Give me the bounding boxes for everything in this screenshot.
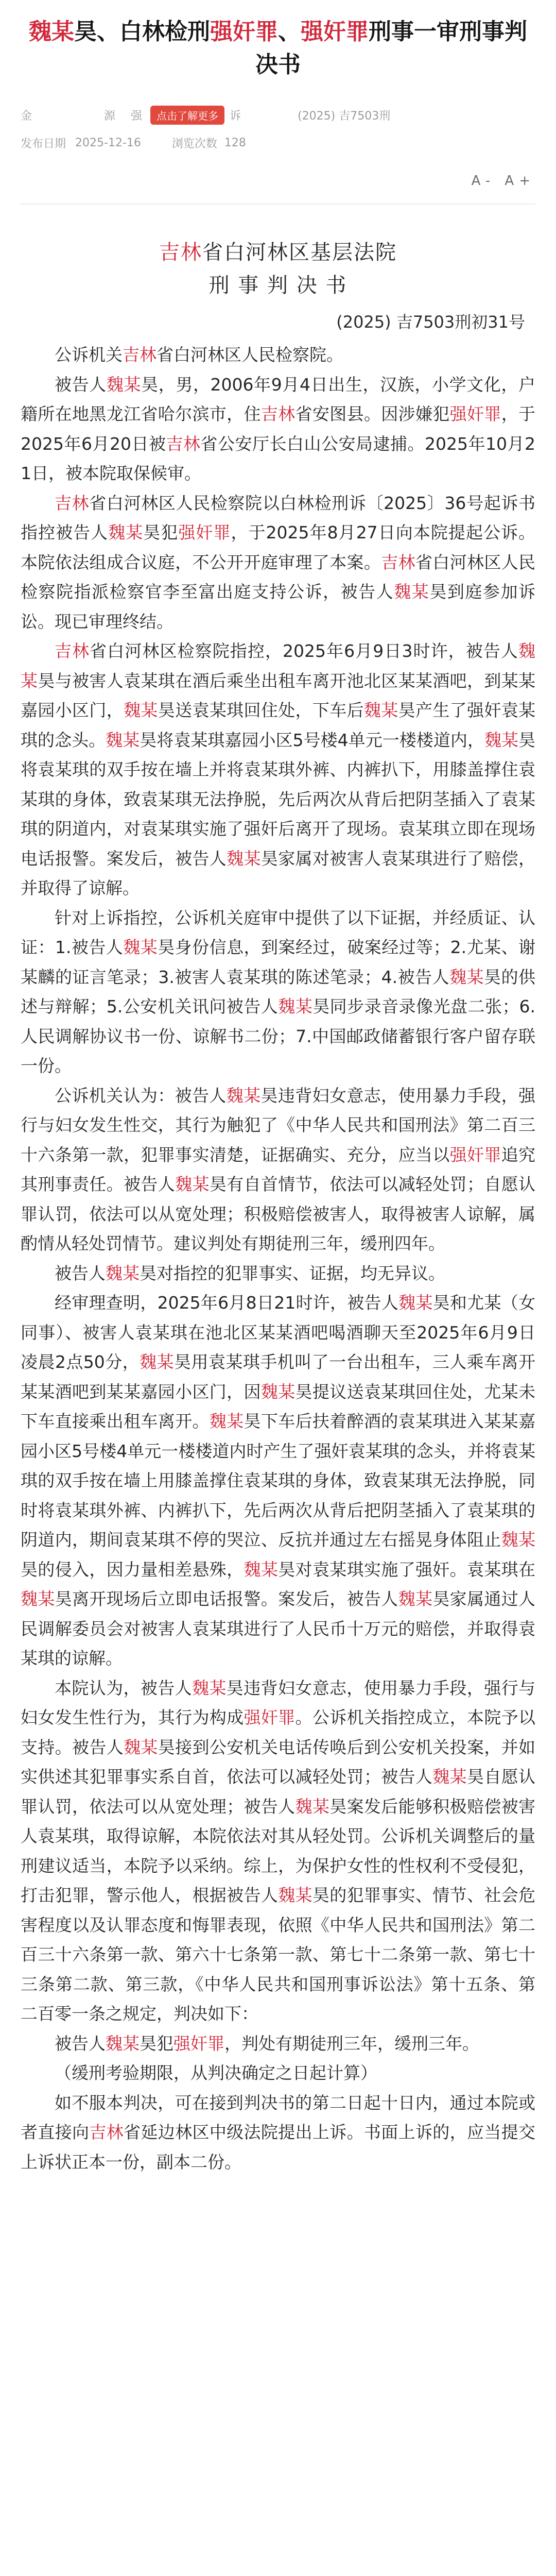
- title-name: 魏某: [29, 19, 74, 45]
- highlight-term: 魏某: [244, 1559, 279, 1580]
- highlight-term: 强奸罪: [449, 404, 501, 424]
- meta-brand-tag: 诉: [230, 110, 241, 123]
- title-charge: 强奸罪: [301, 19, 369, 45]
- page-title: [21, 15, 535, 81]
- paragraph-prosecutor: 公诉机关吉林省白河林区人民检察院。: [55, 345, 343, 365]
- meta-source-label: 源: [104, 110, 116, 123]
- highlight-term: 魏某: [260, 1381, 296, 1402]
- paragraph-appeal: 如不服本判决，可在接到判决书的第二日起十日内，通过本院或者直接向吉林省延边林区中级法院提出上诉。书面上诉的，应当提交上诉状正本一份，副本二份。: [21, 2092, 536, 2172]
- highlight-term: 魏某: [123, 937, 158, 957]
- meta-brand: 强: [131, 110, 143, 123]
- case-number: (2025) 吉7503刑初31号: [336, 312, 525, 332]
- highlight-term: 魏某: [140, 1352, 175, 1372]
- highlight-term: 魏某: [398, 1589, 433, 1609]
- highlight-term: 魏某: [278, 996, 313, 1016]
- highlight-term: 魏某: [192, 1677, 227, 1698]
- highlight-term: 魏某: [226, 1085, 261, 1106]
- highlight-term: 魏某: [106, 1263, 140, 1283]
- court-name-hl: 吉林: [159, 241, 202, 264]
- views-count: 128: [224, 137, 246, 149]
- highlight-term: 吉林: [166, 433, 201, 454]
- highlight-term: 魏某: [124, 700, 158, 720]
- highlight-term: 强奸罪: [178, 522, 231, 543]
- views-label: 浏览次数: [171, 138, 217, 150]
- highlight-term: 魏某: [295, 1796, 330, 1817]
- highlight-term: 魏某: [394, 582, 430, 602]
- title-part: 、: [278, 19, 301, 45]
- highlight-term: 魏某: [432, 1767, 467, 1787]
- paragraph-charge: 吉林省白河林区检察院指控，2025年6月9日3时许，被告人魏某昊与被害人袁某琪在酒后乘坐出租车离开池北区某某酒吧，到某某嘉园小区门，魏某昊送袁某琪回住处，下车后魏某昊产生了强奸袁某琪的念头。魏某昊将袁某琪嘉园小区5号楼4单元一楼楼道内，魏某昊将袁某琪的双手按在墙上并将袁某琪外裤、内裤扒下，用膝盖撑住袁某琪的身体，致袁某琪无法挣脱，先后两次从背后把阴茎插入了袁某琪的阴道内，对袁某琪实施了强奸后离开了现场。袁某琪立即在现场电话报警。案发后，被告人魏某昊家属对被害人袁某琪进行了赔偿，并取得了谅解。: [21, 641, 536, 898]
- title-charge: 强奸罪: [210, 19, 278, 45]
- paragraph-facts: 经审理查明，2025年6月8日21时许，被告人魏某昊和尤某（女同事）、被害人袁某琪在池北区某某酒吧喝酒聊天至2025年6月9日凌晨2点50分，魏某昊用袁某琪手机叫了一台出租车，三人乘车离开某某酒吧到某某嘉园小区门，因魏某昊提议送袁某琪回住处，尤某未下车直接乘出租车离开。魏某昊下车后扶着醉酒的袁某琪进入某某嘉园小区5号楼4单元一楼楼道内时产生了强奸袁某琪的念头，并将袁某琪的双手按在墙上用膝盖撑住袁某琪的身体，致袁某琪无法挣脱，同时将袁某琪外裤、内裤扒下，先后两次从背后把阴茎插入了袁某琪的阴道内，期间袁某琪不停的哭泣、反抗并通过左右摇晃身体阻止魏某昊的侵入，因力量相差悬殊，魏某昊对袁某琪实施了强奸。袁某琪在魏某昊离开现场后立即电话报警。案发后，被告人魏某昊家属通过人民调解委员会对被害人袁某琪进行了人民币十万元的赔偿，并取得袁某琪的谅解。: [21, 1293, 536, 1668]
- paragraph-reasoning: 本院认为，被告人魏某昊违背妇女意志，使用暴力手段，强行与妇女发生性行为，其行为构成强奸罪。公诉机关指控成立，本院予以支持。被告人魏某昊接到公安机关电话传唤后到公安机关投案，并如实供述其犯罪事实系自首，依法可以减轻处罚；被告人魏某昊自愿认罪认罚，依法可以从宽处理；被告人魏某昊案发后能够积极赔偿被害人袁某琪，取得谅解，本院依法对其从轻处罚。公诉机关调整后的量刑建议适当，本院予以采纳。综上，为保护女性的性权利不受侵犯，打击犯罪，警示他人，根据被告人魏某昊的犯罪事实、情节、社会危害程度以及认罪态度和悔罪表现，依照《中华人民共和国刑法》第二百三十六条第一款、第六十七条第一款、第七十二条第一款、第七十三条第二款、第三款，《中华人民共和国刑事诉讼法》第十五条、第二百零一条之规定，判决如下：: [21, 1677, 536, 2024]
- highlight-term: 吉林: [55, 493, 90, 513]
- highlight-term: 吉林: [89, 2122, 124, 2142]
- learn-more-button[interactable]: 点击了解更多: [150, 106, 224, 125]
- highlight-term: 吉林: [260, 404, 296, 424]
- title-part: 昊、白林检刑: [74, 19, 210, 45]
- highlight-term: 魏某: [398, 1293, 433, 1313]
- highlight-term: 吉林: [55, 641, 90, 661]
- meta-unit: 金: [21, 110, 32, 123]
- paragraph-evidence: 针对上诉指控，公诉机关庭审中提供了以下证据，并经质证、认证：1.被告人魏某昊身份信息，到案经过，破案经过等；2.尤某、谢某麟的证言笔录；3.被害人袁某琪的陈述笔录；4.被告人魏某昊的供述与辩解；5.公安机关讯问被告人魏某昊同步录音录像光盘二张；6.人民调解协议书一份、谅解书二份；7.中国邮政储蓄银行客户留存联一份。: [21, 907, 535, 1076]
- highlight-term: 魏某: [209, 1411, 244, 1431]
- highlight-term: 魏某: [175, 1174, 210, 1194]
- paragraph-probation-note: （缓刑考验期限，从判决确定之日起计算）: [55, 2063, 377, 2083]
- court-name-rest: 省白河林区基层法院: [202, 241, 397, 264]
- highlight-term: 魏某: [108, 522, 144, 543]
- highlight-term: 魏某: [106, 374, 142, 395]
- highlight-term: 魏某: [124, 1737, 158, 1757]
- highlight-term: 魏某: [278, 1885, 312, 1905]
- header-divider: [21, 204, 535, 205]
- highlight-term: 强奸罪: [449, 1144, 501, 1165]
- font-size-controls[interactable]: A- A+: [471, 173, 535, 189]
- highlight-term: 魏某: [21, 641, 535, 691]
- judgment-body: [21, 340, 535, 2177]
- paragraph-defense: 被告人魏某昊对指控的犯罪事实、证据，均无异议。: [55, 1263, 445, 1283]
- meta-row-date: [21, 135, 535, 151]
- paragraph-verdict: 被告人魏某昊犯强奸罪，判处有期徒刑三年，缓刑三年。: [55, 2033, 479, 2054]
- court-name: [21, 238, 535, 267]
- paragraph-procedure: 吉林省白河林区人民检察院以白林检刑诉〔2025〕36号起诉书指控被告人魏某昊犯强奸罪，于2025年8月27日向本院提起公诉。本院依法组成合议庭，不公开开庭审理了本案。吉林省白河林区人民检察院指派检察官李至富出庭支持公诉，被告人魏某昊到庭参加诉讼。现已审理终结。: [21, 493, 536, 632]
- highlight-term: 魏某: [21, 1589, 55, 1609]
- meta-doc-no: (2025) 吉7503刑: [298, 110, 391, 123]
- title-part: 刑事一审刑事判决书: [255, 19, 527, 78]
- highlight-term: 魏某: [449, 967, 484, 987]
- highlight-term: 吉林: [123, 345, 157, 365]
- highlight-term: 魏某: [484, 730, 519, 750]
- paragraph-defendant: 被告人魏某昊，男，2006年9月4日出生，汉族，小学文化，户籍所在地黑龙江省哈尔滨市，住吉林省安图县。因涉嫌犯强奸罪，于2025年6月20日被吉林省公安厅长白山公安局逮捕。2025年10月21日，被本院取保候审。: [21, 374, 536, 483]
- highlight-term: 魏某: [363, 700, 398, 720]
- highlight-term: 魏某: [106, 730, 140, 750]
- highlight-term: 魏某: [106, 2033, 140, 2054]
- highlight-term: 吉林: [381, 552, 415, 572]
- doc-type: 刑 事 判 决 书: [208, 274, 348, 297]
- highlight-term: 魏某: [501, 1530, 536, 1550]
- paragraph-prosecution-opinion: 公诉机关认为：被告人魏某昊违背妇女意志，使用暴力手段，强行与妇女发生性交，其行为触犯了《中华人民共和国刑法》第二百三十六条第一款，犯罪事实清楚，证据确实、充分，应当以强奸罪追究其刑事责任。被告人魏某昊有自首情节，依法可以减轻处罚；自愿认罪认罚，依法可以从宽处理；积极赔偿被害人，取得被害人谅解，属酌情从轻处罚情节。建议判处有期徒刑三年，缓刑四年。: [21, 1085, 536, 1253]
- highlight-term: 强奸罪: [244, 1707, 296, 1727]
- highlight-term: 魏某: [227, 848, 261, 869]
- publish-date: 2025-12-16: [75, 137, 141, 149]
- publish-label: 发布日期: [21, 138, 66, 150]
- meta-row-source: [21, 106, 535, 125]
- highlight-term: 强奸罪: [173, 2033, 224, 2054]
